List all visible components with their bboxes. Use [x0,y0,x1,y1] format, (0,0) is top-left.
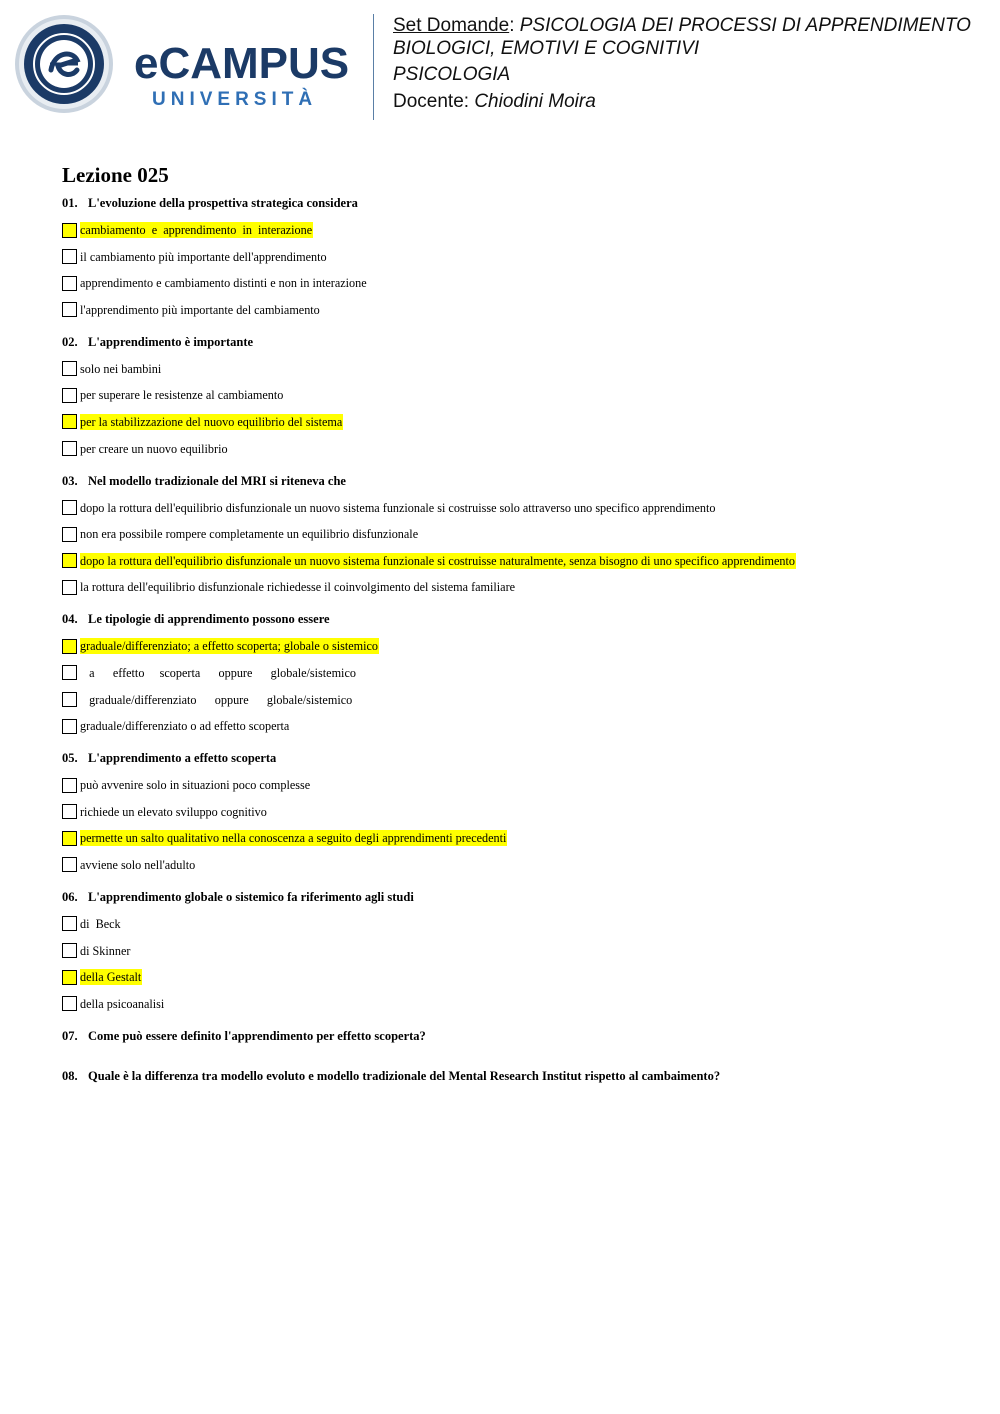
question-text [62,749,962,767]
answer-checkbox[interactable] [62,361,77,376]
answer-checkbox[interactable] [62,831,77,846]
question-2 [62,333,962,458]
answer-option[interactable] [62,248,962,266]
course-title-line2: BIOLOGICI, EMOTIVI E COGNITIVI [393,38,700,59]
course-title: PSICOLOGIA DEI PROCESSI DI APPRENDIMENTO [519,15,971,36]
brand-logo [134,40,359,115]
answer-option[interactable] [62,525,962,543]
answer-checkbox[interactable] [62,388,77,403]
question-label: L'apprendimento globale o sistemico fa riferimento agli studi [88,889,414,904]
question-number: 06. [62,889,78,904]
answer-checkbox[interactable] [62,916,77,931]
answer-option[interactable] [62,915,962,933]
answer-option[interactable] [62,968,962,986]
teacher-name: Chiodini Moira [474,91,596,112]
answer-option[interactable] [62,637,962,655]
answer-option[interactable] [62,691,962,709]
question-text [62,888,962,906]
question-list [62,194,962,1013]
answer-label: richiede un elevato sviluppo cognitivo [80,804,267,819]
answer-label: per la stabilizzazione del nuovo equilibrio del sistema [80,414,343,429]
answer-label: il cambiamento più importante dell'apprendimento [80,249,327,264]
answer-checkbox[interactable] [62,943,77,958]
answer-label: cambiamento e apprendimento in interazione [80,223,313,237]
answer-label: non era possibile rompere completamente un equilibrio disfunzionale [80,527,419,542]
question-set [62,160,962,1107]
answer-option[interactable] [62,440,962,458]
question-number: 05. [62,751,78,766]
brand-subtitle: UNIVERSITÀ [152,89,318,110]
answer-option[interactable] [62,360,962,378]
answer-checkbox[interactable] [62,719,77,734]
answer-checkbox[interactable] [62,414,77,429]
page-header [0,0,1000,130]
answer-checkbox[interactable] [62,639,77,654]
answer-label: può avvenire solo in situazioni poco complesse [80,778,311,793]
answer-checkbox[interactable] [62,249,77,264]
set-label: Set Domande [393,15,510,36]
subject: PSICOLOGIA [393,64,511,85]
answer-label: la rottura dell'equilibrio disfunzionale richiedesse il coinvolgimento del sistema familiare [80,580,516,595]
answer-checkbox[interactable] [62,500,77,515]
answer-option[interactable] [62,413,962,431]
question-number: 02. [62,334,78,349]
open-question-list [62,1027,962,1085]
answer-label: della psicoanalisi [80,996,165,1011]
answer-checkbox[interactable] [62,857,77,872]
question-text [62,194,962,212]
answer-checkbox[interactable] [62,580,77,595]
question-1 [62,194,962,319]
answer-option[interactable] [62,942,962,960]
ecampus-seal-icon [14,14,114,114]
open-question-1 [62,1027,962,1045]
lesson-title: Lezione 025 [62,163,169,187]
answer-checkbox[interactable] [62,527,77,542]
answer-option[interactable] [62,717,962,735]
answer-option[interactable] [62,274,962,292]
answer-label: graduale/differenziato oppure globale/sistemico [80,692,353,707]
answer-option[interactable] [62,856,962,874]
answer-checkbox[interactable] [62,692,77,707]
answer-checkbox[interactable] [62,553,77,568]
question-6 [62,888,962,1013]
course-title-line1 [393,14,983,37]
answer-option[interactable] [62,221,962,239]
question-text [62,610,962,628]
question-number: 08. [62,1068,78,1083]
course-info [393,14,983,113]
answer-option[interactable] [62,301,962,319]
answer-option[interactable] [62,499,962,517]
question-4 [62,610,962,735]
answer-checkbox[interactable] [62,665,77,680]
answer-checkbox[interactable] [62,996,77,1011]
answer-checkbox[interactable] [62,223,77,238]
answer-checkbox[interactable] [62,970,77,985]
answer-checkbox[interactable] [62,778,77,793]
answer-option[interactable] [62,386,962,404]
question-label: Le tipologie di apprendimento possono essere [88,612,330,627]
question-number: 04. [62,612,78,627]
question-label: Nel modello tradizionale del MRI si riteneva che [88,473,346,488]
answer-label: di Skinner [80,943,131,958]
answer-label: a effetto scoperta oppure globale/sistemico [80,665,356,680]
question-5 [62,749,962,874]
answer-label: dopo la rottura dell'equilibrio disfunzionale un nuovo sistema funzionale si costruisse solo attraverso uno specifico apprendimento [80,500,716,515]
question-text [62,1067,962,1085]
answer-checkbox[interactable] [62,804,77,819]
answer-label: della Gestalt [80,970,142,985]
teacher [393,90,983,113]
question-number: 07. [62,1028,78,1043]
answer-option[interactable] [62,776,962,794]
question-label: L'evoluzione della prospettiva strategica considera [88,196,358,210]
answer-label: di Beck [80,916,121,931]
question-3 [62,472,962,597]
answer-option[interactable] [62,803,962,821]
answer-label: l'apprendimento più importante del cambiamento [80,302,320,317]
question-number: 01. [62,196,78,210]
answer-option[interactable] [62,664,962,682]
answer-checkbox[interactable] [62,302,77,317]
answer-option[interactable] [62,829,962,847]
question-text [62,1027,962,1045]
answer-checkbox[interactable] [62,441,77,456]
question-number: 03. [62,473,78,488]
answer-label: graduale/differenziato; a effetto scoperta; globale o sistemico [80,639,379,654]
answer-label: graduale/differenziato o ad effetto scoperta [80,719,290,734]
header-divider [373,14,374,120]
answer-checkbox[interactable] [62,276,77,291]
question-label: Come può essere definito l'apprendimento per effetto scoperta? [88,1028,426,1043]
teacher-label: Docente: [393,91,470,112]
answer-label: permette un salto qualitativo nella conoscenza a seguito degli apprendimenti precedenti [80,831,507,846]
question-text [62,333,962,351]
set-separator: : [509,15,515,36]
answer-option[interactable] [62,578,962,596]
answer-label: per creare un nuovo equilibrio [80,441,228,456]
question-label: L'apprendimento è importante [88,334,254,349]
question-label: L'apprendimento a effetto scoperta [88,751,277,766]
answer-option[interactable] [62,552,962,570]
question-text [62,472,962,490]
answer-label: dopo la rottura dell'equilibrio disfunzionale un nuovo sistema funzionale si costruisse naturalmente, senza bisogno di uno specifico apprendimento [80,553,795,568]
answer-option[interactable] [62,995,962,1013]
answer-label: avviene solo nell'adulto [80,857,196,872]
answer-label: solo nei bambini [80,361,162,376]
open-question-2 [62,1067,962,1085]
answer-label: apprendimento e cambiamento distinti e non in interazione [80,276,367,291]
question-label: Quale è la differenza tra modello evoluto e modello tradizionale del Mental Research Institut rispetto al cambaimento? [88,1068,721,1083]
answer-label: per superare le resistenze al cambiamento [80,388,284,403]
brand-name: eCAMPUS [134,39,350,88]
